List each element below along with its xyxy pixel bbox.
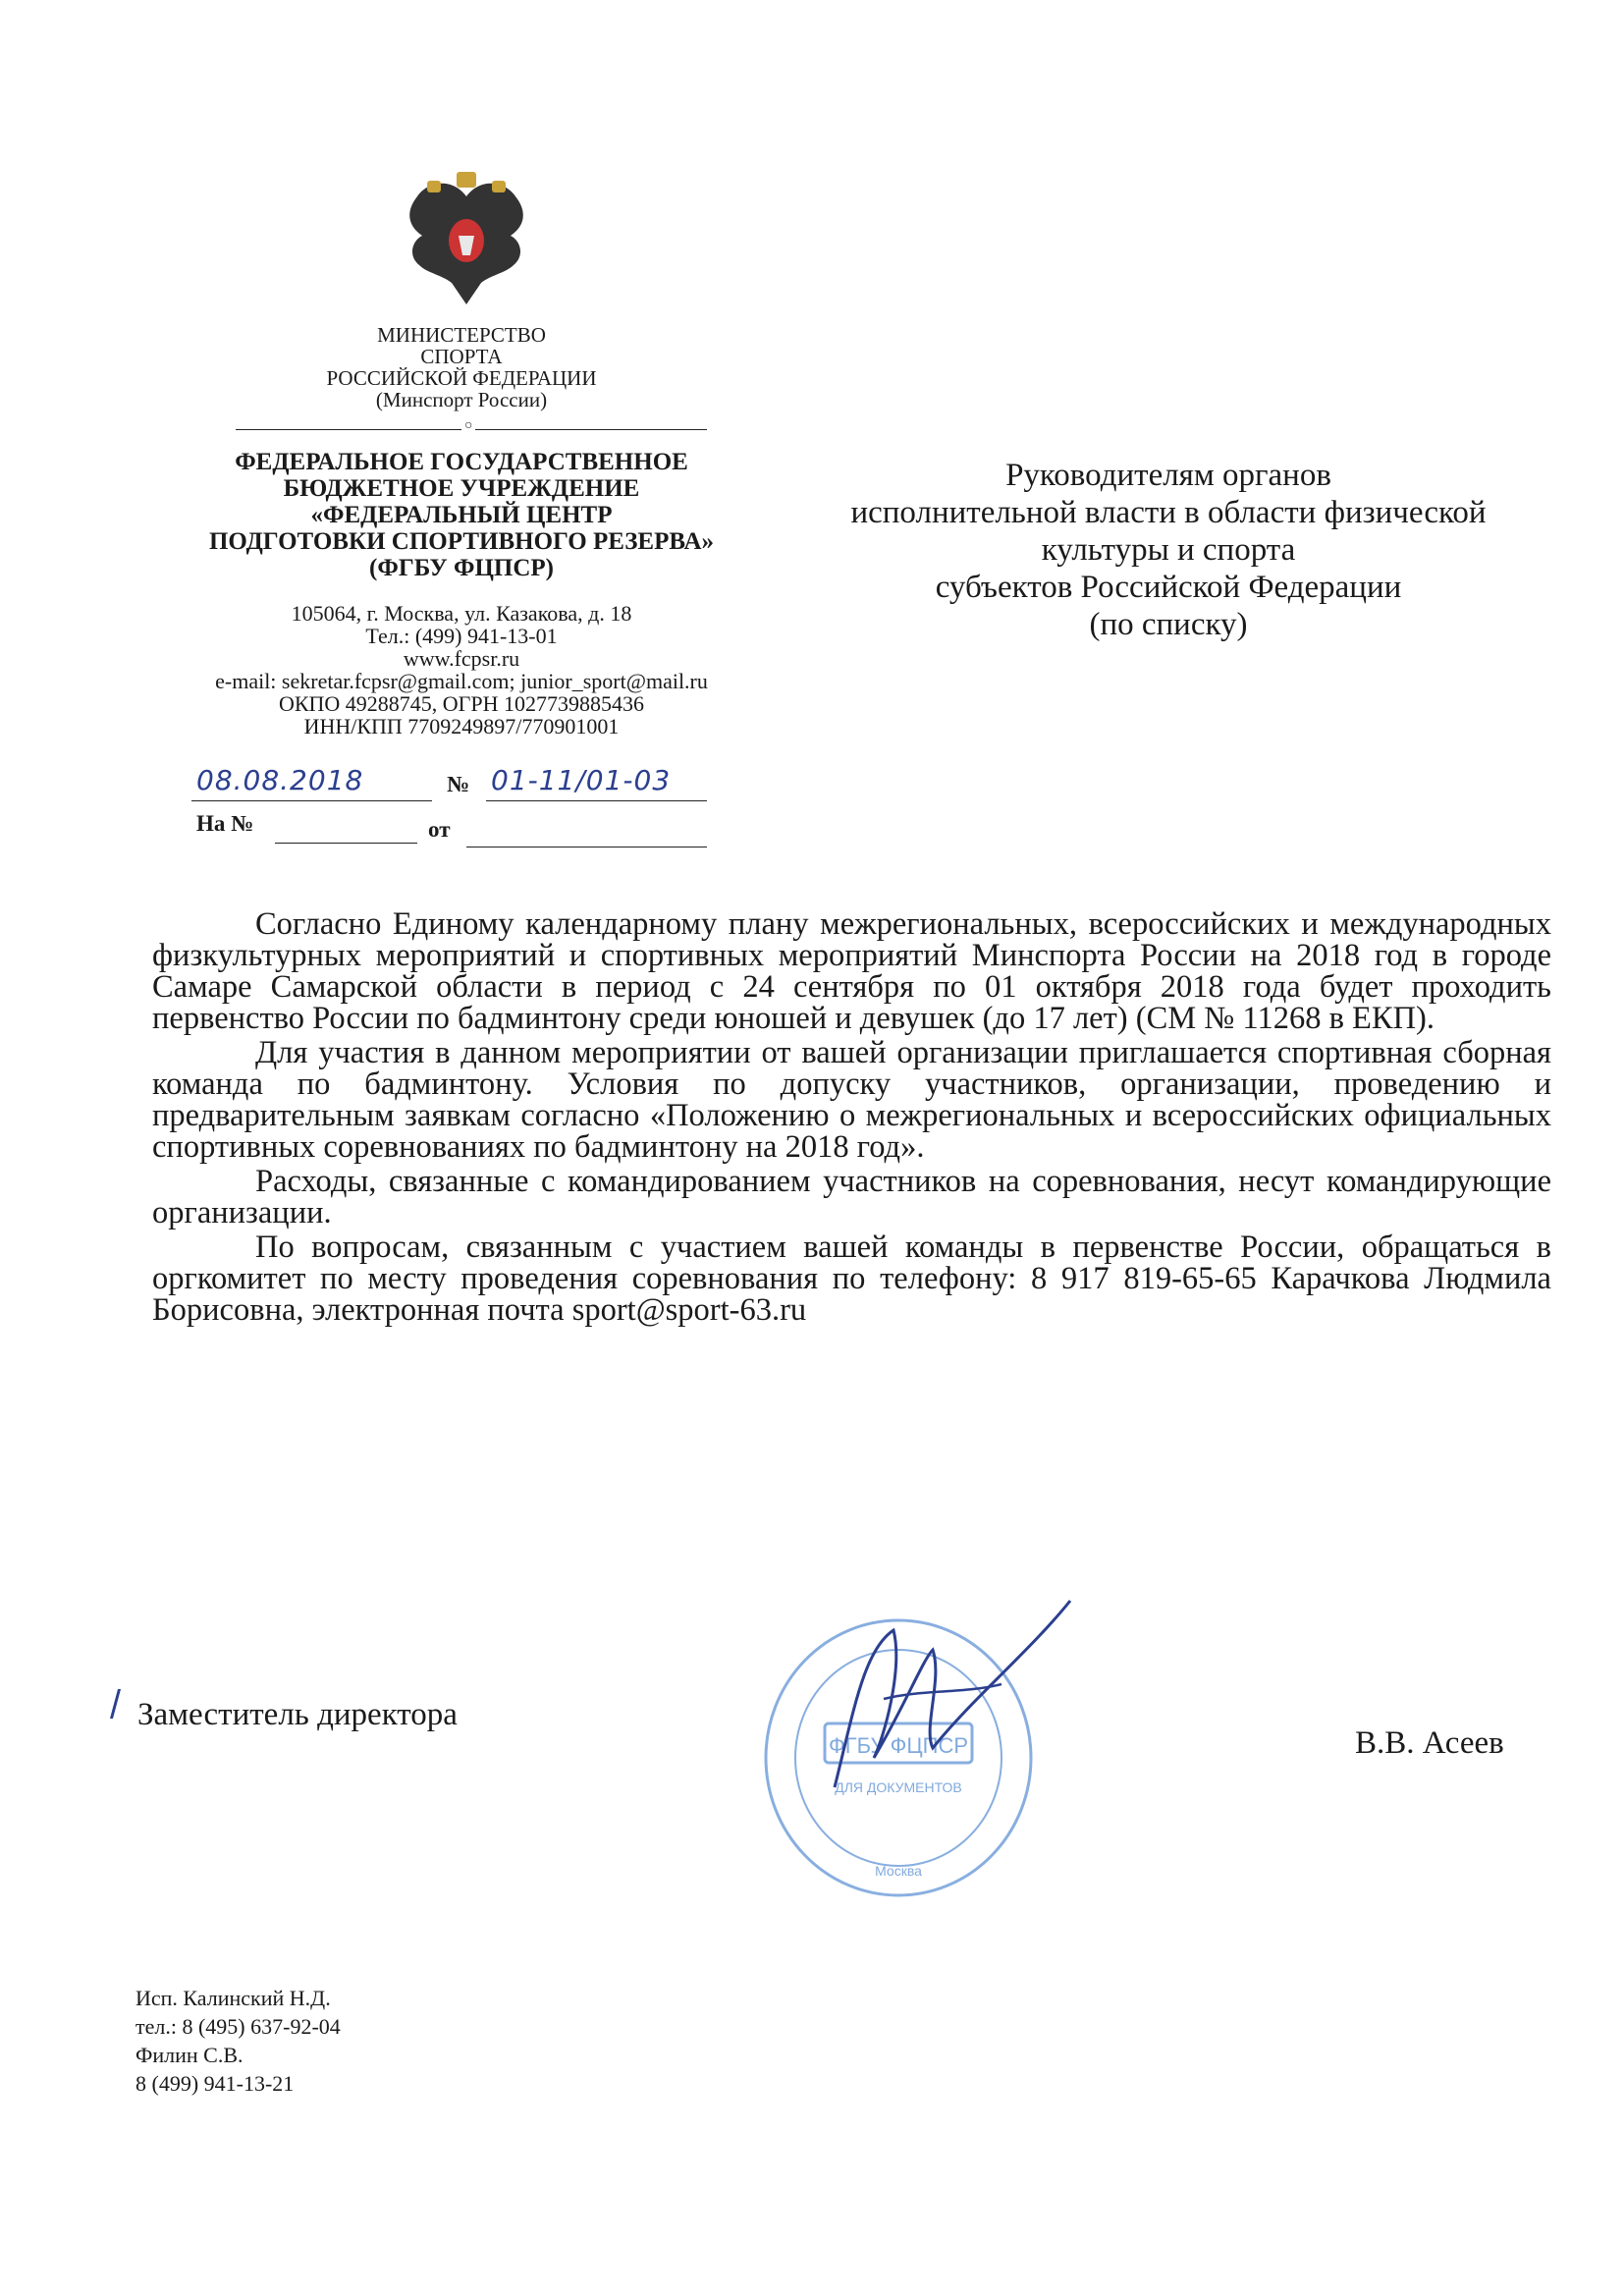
letter-body xyxy=(152,908,1551,1329)
addressee-line: исполнительной власти в области физической xyxy=(850,495,1487,530)
addressee-line: (по списку) xyxy=(1089,607,1248,642)
addressee-line: культуры и спорта xyxy=(1041,532,1296,568)
letter-number: 01-11/01-03 xyxy=(491,764,672,796)
signatory-title: Заместитель директора xyxy=(137,1697,458,1732)
phone-line: Тел.: (499) 941-13-01 xyxy=(365,624,558,648)
ref-underline xyxy=(275,843,417,844)
ministry-line: МИНИСТЕРСТВО xyxy=(377,323,546,347)
org-line: ФЕДЕРАЛЬНОЕ ГОСУДАРСТВЕННОЕ xyxy=(235,449,688,475)
ministry-line: (Минспорт России) xyxy=(375,388,548,411)
handwritten-signature xyxy=(776,1591,1100,1836)
addressee-line: субъектов Российской Федерации xyxy=(935,570,1402,605)
org-line: БЮДЖЕТНОЕ УЧРЕЖДЕНИЕ xyxy=(283,475,640,502)
org-line: «ФЕДЕРАЛЬНЫЙ ЦЕНТР xyxy=(310,502,613,528)
email-line: e-mail: sekretar.fcpsr@gmail.com; junior_sport@mail.ru xyxy=(215,669,708,693)
number-underline xyxy=(486,800,707,801)
org-line: (ФГБУ ФЦПСР) xyxy=(369,555,554,581)
body-paragraph: По вопросам, связанным с участием вашей команды в первенстве России, обращаться в оргкомитет по месту проведения соревнования по телефону: 8 917 819-65-65 Карачкова Людмила Борисовна, электронная почта sport@sport-63.ru xyxy=(152,1230,1551,1328)
org-line: ПОДГОТОВКИ СПОРТИВНОГО РЕЗЕРВА» xyxy=(208,528,715,555)
coat-of-arms-icon xyxy=(398,167,535,314)
executor-phone: тел.: 8 (495) 637-92-04 xyxy=(135,2014,341,2039)
address-block xyxy=(167,602,756,738)
executor-name: Филин С.В. xyxy=(135,2043,244,2067)
signatory-name: В.В. Асеев xyxy=(1355,1725,1504,1761)
letter-date: 08.08.2018 xyxy=(196,764,364,796)
stamp-purpose-text: ДЛЯ ДОКУМЕНТОВ xyxy=(835,1779,962,1795)
body-paragraph: Для участия в данном мероприятии от вашей организации приглашается спортивная сборная команда по бадминтону. Условия по допуску участников, организации, проведению и предварительным заявкам согласно «Положению о межрегиональных и всероссийских официальных спортивных соревнованиях по бадминтону на 2018 год». xyxy=(152,1035,1551,1165)
ref-from-label: от xyxy=(428,817,451,842)
ministry-line: СПОРТА xyxy=(420,345,503,368)
website-line: www.fcpsr.ru xyxy=(403,646,520,671)
okpo-line: ОКПО 49288745, ОГРН 1027739885436 xyxy=(278,691,645,716)
divider-dot: ○ xyxy=(461,418,475,434)
org-block xyxy=(167,449,756,581)
stamp-city-text: Москва xyxy=(875,1863,922,1879)
number-label: № xyxy=(447,772,470,796)
addressee-line: Руководителям органов xyxy=(1005,458,1331,493)
ref-label: На № xyxy=(196,811,254,836)
margin-mark xyxy=(110,1689,129,1719)
body-paragraph: Расходы, связанные с командированием участников на соревнования, несут командирующие организации. xyxy=(152,1164,1551,1230)
date-underline xyxy=(191,800,432,801)
executors-block xyxy=(135,1984,341,2098)
executor-name: Исп. Калинский Н.Д. xyxy=(135,1986,331,2010)
address-line: 105064, г. Москва, ул. Казакова, д. 18 xyxy=(291,601,632,626)
addressee-block xyxy=(785,457,1551,643)
executor-phone: 8 (499) 941-13-21 xyxy=(135,2071,295,2096)
body-paragraph: Согласно Единому календарному плану межрегиональных, всероссийских и международных физкультурных мероприятий и спортивных мероприятий Минспорта России на 2018 год в городе Самаре Самарской области в период с 24 сентября по 01 октября 2018 года будет проходить первенство России по бадминтону среди юношей и девушек (до 17 лет) (СМ № 11268 в ЕКП). xyxy=(152,906,1551,1036)
ministry-block xyxy=(167,324,756,410)
inn-line: ИНН/КПП 7709249897/770901001 xyxy=(303,714,620,738)
ministry-line: РОССИЙСКОЙ ФЕДЕРАЦИИ xyxy=(326,366,597,390)
stamp-org-text: ФГБУ ФЦПСР xyxy=(828,1733,969,1758)
